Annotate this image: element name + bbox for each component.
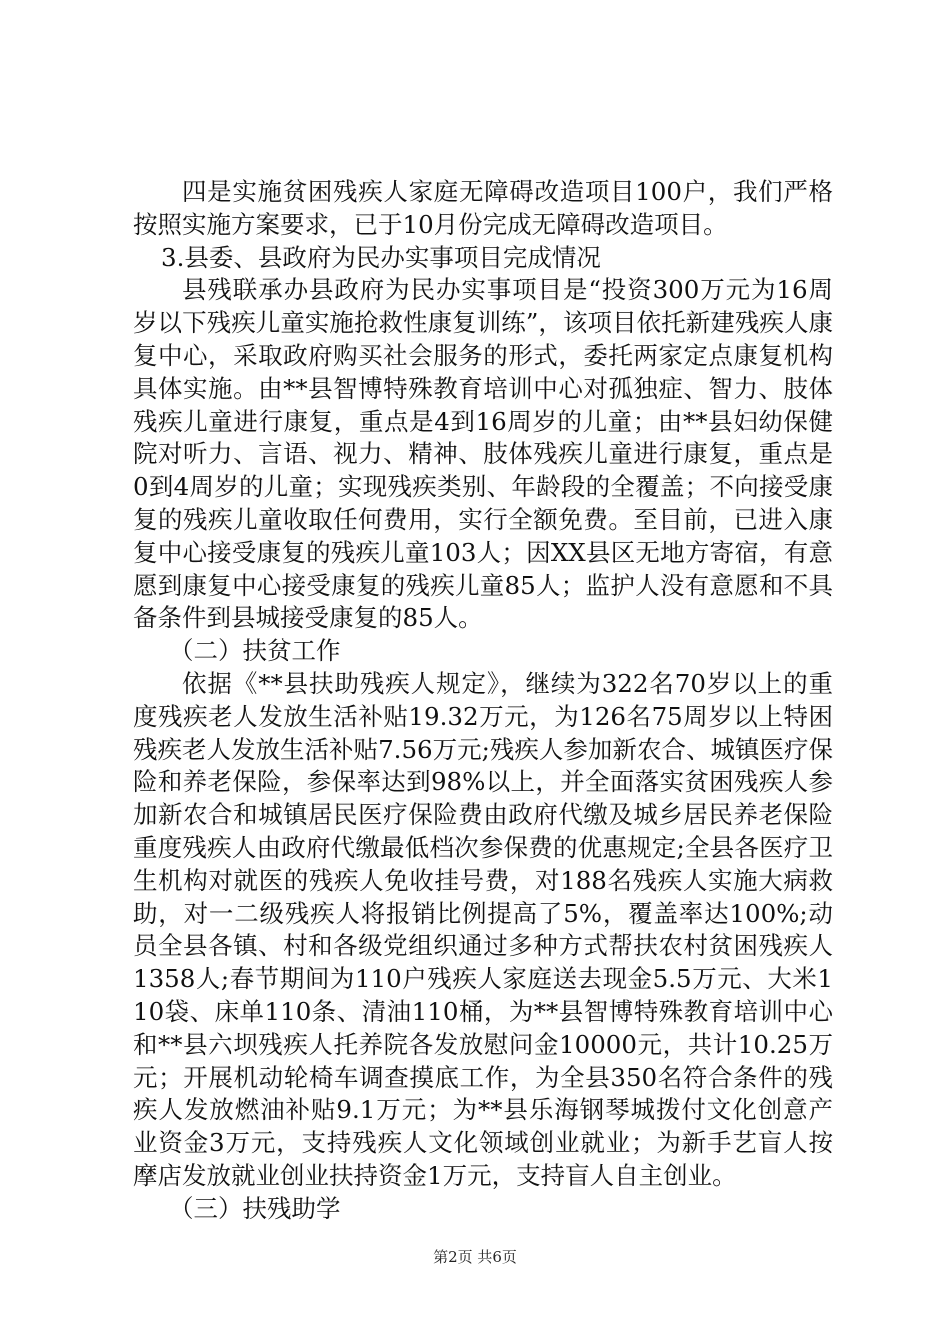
paragraph-poverty-work: 依据《**县扶助残疾人规定》，继续为322名70岁以上的重度残疾老人发放生活补贴19.32万元，为126名75周岁以上特困残疾老人发放生活补贴7.56万元;残疾人参加新农合、城镇医疗保险和养老保险，参保率达到98%以上，并全面落实贫困残疾人参加新农合和城镇居民医疗保险费由政府代缴及城乡居民养老保险重度残疾人由政府代缴最低档次参保费的优惠规定;全县各医疗卫生机构对就医的残疾人免收挂号费，对188名残疾人实施大病救助，对一二级残疾人将报销比例提高了5%，覆盖率达100%;动员全县各镇、村和各级党组织通过多种方式帮扶农村贫困残疾人1358人;春节期间为110户残疾人家庭送去现金5.5万元、大米110袋、床单110条、清油110桶，为**县智博特殊教育培训中心和**县六坝残疾人托养院各发放慰问金10000元，共计10.25万元；开展机动轮椅车调查摸底工作，为全县350名符合条件的残疾人发放燃油补贴9.1万元；为**县乐海钢琴城拨付文化创意产业资金3万元，支持残疾人文化领域创业就业；为新手艺盲人按摩店发放就业创业扶持资金1万元，支持盲人自主创业。 bbox=[133, 668, 833, 1190]
heading-poverty-work: （二）扶贫工作 bbox=[169, 636, 341, 666]
document-body bbox=[133, 176, 833, 1226]
paragraph-rehab-project: 县残联承办县政府为民办实事项目是“投资300万元为16周岁以下残疾儿童实施抢救性康复训练”，该项目依托新建残疾人康复中心，采取政府购买社会服务的形式，委托两家定点康复机构具体实施。由**县智博特殊教育培训中心对孤独症、智力、肢体残疾儿童进行康复，重点是4到16周岁的儿童；由**县妇幼保健院对听力、言语、视力、精神、肢体残疾儿童进行康复，重点是0到4周岁的儿童；实现残疾类别、年龄段的全覆盖；不向接受康复的残疾儿童收取任何费用，实行全额免费。至目前，已进入康复中心接受康复的残疾儿童103人；因XX县区无地方寄宿，有意愿到康复中心接受康复的残疾儿童85人；监护人没有意愿和不具备条件到县城接受康复的85人。 bbox=[133, 275, 833, 633]
heading-practical-projects: 3.县委、县政府为民办实事项目完成情况 bbox=[161, 242, 601, 272]
paragraph-barrier-free: 四是实施贫困残疾人家庭无障碍改造项目100户，我们严格按照实施方案要求，已于10月份完成无障碍改造项目。 bbox=[133, 177, 833, 239]
heading-education-aid: （三）扶残助学 bbox=[169, 1193, 341, 1223]
page-footer: 第2页 共6页 bbox=[433, 1248, 517, 1266]
